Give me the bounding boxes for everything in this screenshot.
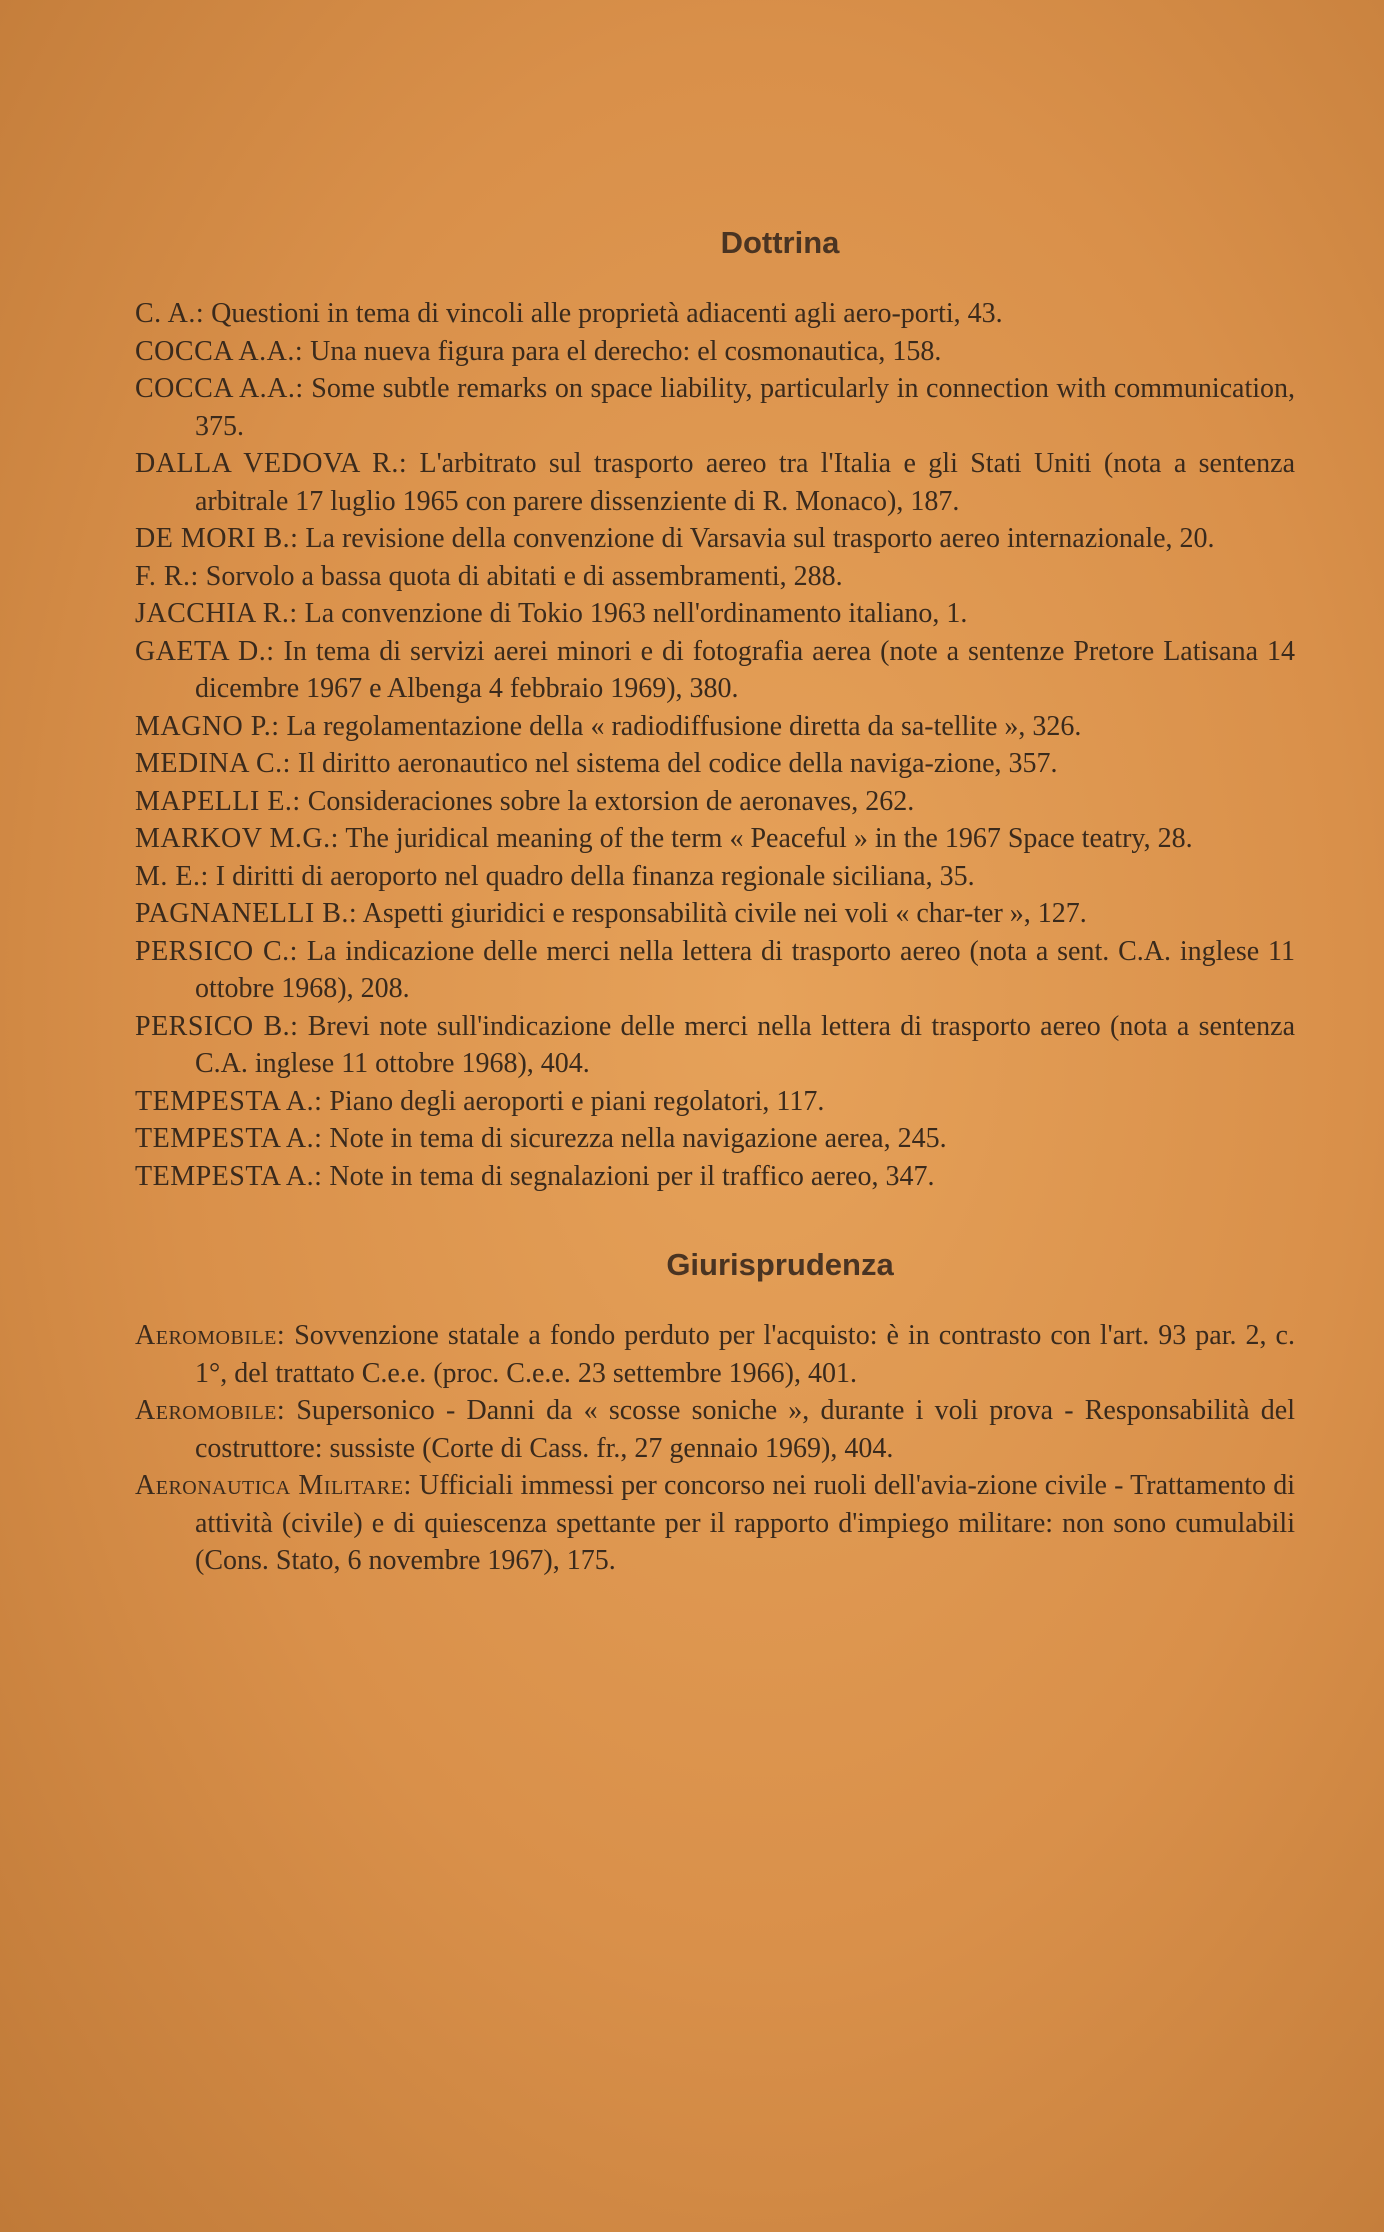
index-entry [135,1083,1295,1121]
entry-author: TEMPESTA A.: [135,1160,323,1192]
entry-author: C. A.: [135,298,205,329]
entry-author: GAETA D.: [135,635,275,667]
entry-text: Some subtle remarks on space liability, particularly in connection with communication, 375. [195,373,1296,442]
entry-author: COCCA A.A.: [135,335,304,367]
entry-author: M. E.: [135,860,209,892]
entry-author: MAPELLI E.: [135,785,301,817]
entry-author: TEMPESTA A.: [135,1123,323,1154]
index-page [135,225,1295,1580]
entry-keyword: Aeronautica Militare: [135,1470,412,1501]
index-entry [135,445,1295,520]
entry-text: La regolamentazione della « radiodiffusione diretta da sa-tellite », 326. [286,710,1082,742]
entry-author: PAGNANELLI B.: [135,898,358,929]
entry-author: PERSICO B.: [135,1010,299,1042]
entry-text: La indicazione delle merci nella lettera di trasporto aereo (nota a sent. C.A. inglese 11 ottobre 1968), 208. [195,935,1295,1004]
entry-text: Consideraciones sobre la extorsion de aeronaves, 262. [307,785,915,817]
index-entry [135,745,1295,783]
index-entry [135,558,1295,596]
index-entry [135,595,1295,633]
entry-text: La convenzione di Tokio 1963 nell'ordinamento italiano, 1. [304,598,968,629]
entry-text: Piano degli aeroporti e piani regolatori, 117. [329,1085,825,1117]
entry-text: Una nueva figura para el derecho: el cosmonautica, 158. [310,335,942,367]
entry-text: Questioni in tema di vincoli alle proprietà adiacenti agli aero-porti, 43. [211,298,1003,329]
index-entry [135,1158,1295,1196]
index-entry [135,858,1295,896]
entry-text: Brevi note sull'indicazione delle merci nella lettera di trasporto aereo (nota a sentenza C.A. inglese 11 ottobre 1968), 404. [195,1010,1295,1079]
dottrina-list [135,295,1295,1195]
index-entry [135,1467,1295,1580]
index-entry [135,933,1295,1008]
entry-keyword: Aeromobile: [135,1395,286,1426]
entry-text: Ufficiali immessi per concorso nei ruoli dell'avia-zione civile - Trattamento di attività (civile) e di quiescenza spettante per il rapporto d'impiego militare: non sono cumulabili (Cons. Stato, 6 novembre 1967), 175. [195,1470,1295,1576]
entry-author: MAGNO P.: [135,710,280,742]
index-entry [135,520,1295,558]
entry-text: I diritti di aeroporto nel quadro della finanza regionale siciliana, 35. [215,860,975,892]
entry-text: Aspetti giuridici e responsabilità civile nei voli « char-ter », 127. [362,898,1087,929]
entry-text: In tema di servizi aerei minori e di fotografia aerea (note a sentenze Pretore Latisana 14 dicembre 1967 e Albenga 4 febbraio 1969), 380. [195,635,1296,704]
entry-text: Sorvolo a bassa quota di abitati e di assembramenti, 288. [205,560,843,592]
section-heading-giurisprudenza: Giurisprudenza [666,1247,894,1282]
index-entry [135,1120,1295,1158]
entry-text: Il diritto aeronautico nel sistema del codice della naviga-zione, 357. [297,748,1058,779]
entry-author: DALLA VEDOVA R.: [135,448,408,479]
entry-author: F. R.: [135,560,199,592]
index-entry [135,783,1295,821]
entry-author: MEDINA C.: [135,748,291,779]
entry-author: COCCA A.A.: [135,373,304,404]
entry-author: JACCHIA R.: [135,598,298,629]
entry-text: L'arbitrato sul trasporto aereo tra l'Italia e gli Stati Uniti (nota a sentenza arbitrale 17 luglio 1965 con parere dissenziente di R. Monaco), 187. [195,448,1296,517]
entry-author: MARKOV M.G.: [135,823,339,854]
index-entry [135,633,1295,708]
entry-text: Note in tema di sicurezza nella navigazione aerea, 245. [329,1123,947,1154]
entry-keyword: Aeromobile: [135,1320,286,1351]
entry-author: TEMPESTA A.: [135,1085,323,1117]
entry-text: Supersonico - Danni da « scosse soniche », durante i voli prova - Responsabilità del costruttore: sussiste (Corte di Cass. fr., 27 gennaio 1969), 404. [195,1395,1296,1464]
entry-text: The juridical meaning of the term « Peaceful » in the 1967 Space teatry, 28. [345,823,1193,854]
index-entry [135,1317,1295,1392]
index-entry [135,820,1295,858]
index-entry [135,895,1295,933]
entry-author: PERSICO C.: [135,935,298,967]
giurisprudenza-list [135,1317,1295,1580]
index-entry [135,708,1295,746]
index-entry [135,1392,1295,1467]
entry-text: La revisione della convenzione di Varsavia sul trasporto aereo internazionale, 20. [305,523,1215,554]
entry-text: Note in tema di segnalazioni per il traffico aereo, 347. [329,1160,935,1192]
section-heading-dottrina: Dottrina [720,225,840,260]
index-entry [135,370,1295,445]
index-entry [135,1008,1295,1083]
entry-text: Sovvenzione statale a fondo perduto per l'acquisto: è in contrasto con l'art. 93 par. 2, c. 1°, del trattato C.e.e. (proc. C.e.e. 23 settembre 1966), 401. [195,1320,1295,1389]
index-entry [135,295,1295,333]
index-entry [135,333,1295,371]
entry-author: DE MORI B.: [135,523,299,554]
